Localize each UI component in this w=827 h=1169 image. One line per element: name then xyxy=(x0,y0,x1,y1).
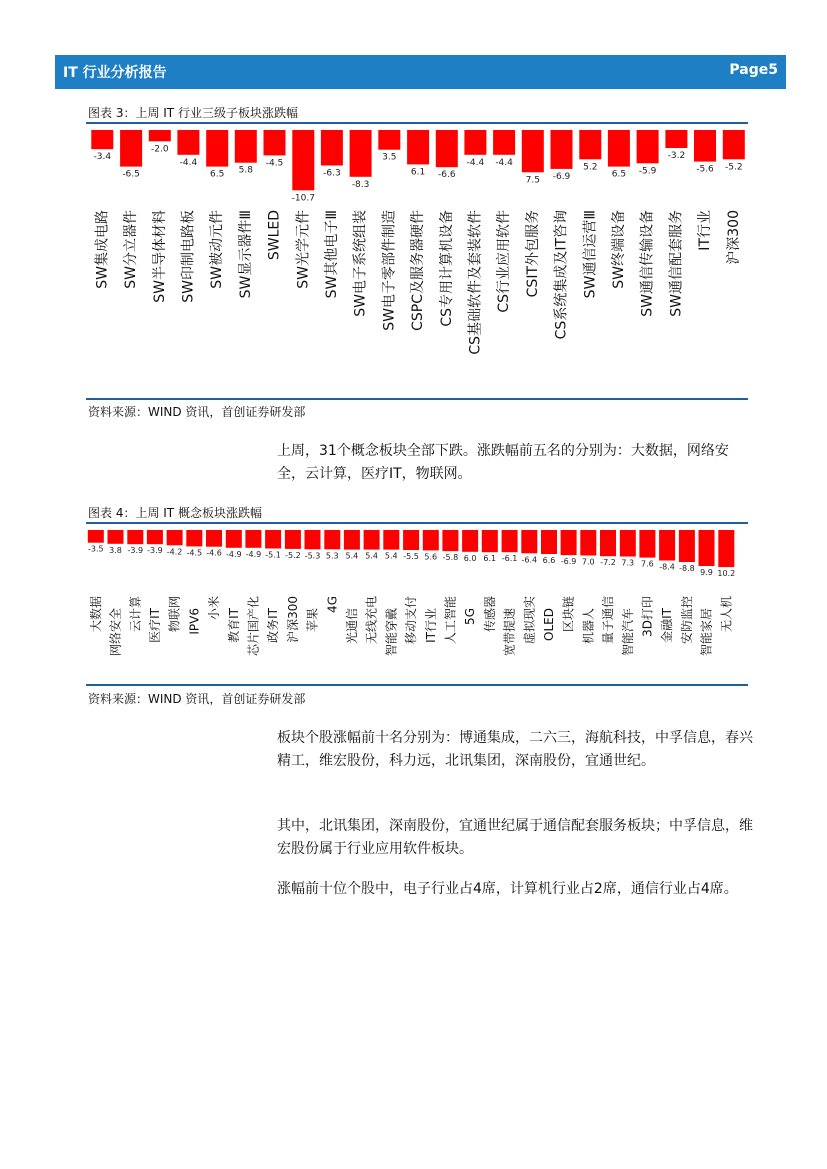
category-label-SW通信配套服务: SW通信配套服务 xyxy=(668,210,685,317)
bar-量子通信 xyxy=(600,530,616,556)
category-label-OLED: OLED xyxy=(542,608,556,641)
data-label-SW集成电路: -3.4 xyxy=(93,152,112,163)
data-label-量子通信: -7.2 xyxy=(600,558,616,568)
bar-大数据 xyxy=(88,530,104,543)
category-label-无线充电: 无线充电 xyxy=(364,596,379,645)
bar-政务IT xyxy=(265,530,281,549)
data-label-5G: 6.0 xyxy=(463,553,477,563)
bar-OLED xyxy=(541,530,557,554)
bar-机器人 xyxy=(580,530,596,556)
report-title: IT 行业分析报告 xyxy=(63,65,167,81)
data-label-智能穿戴: 5.4 xyxy=(384,551,398,561)
data-label-IT行业: 5.6 xyxy=(424,552,438,562)
bar-IT行业 xyxy=(423,530,439,550)
category-label-物联网: 物联网 xyxy=(167,596,182,633)
bar-智能家居 xyxy=(699,530,715,566)
data-label-政务IT: -5.1 xyxy=(265,550,281,560)
category-label-CS基础软件及套装软件: CS基础软件及套装软件 xyxy=(467,210,484,355)
category-label-沪深300: 沪深300 xyxy=(725,210,742,265)
data-label-IPV6: -4.5 xyxy=(186,548,203,558)
bar-金融IT xyxy=(659,530,675,561)
paragraph-sector-membership: 其中，北讯集团，深南股份，宜通世纪属于通信配套服务板块；中孚信息，维宏股份属于行业应用软件板块。 xyxy=(277,818,753,857)
category-label-大数据: 大数据 xyxy=(88,596,103,633)
bar-小米 xyxy=(206,530,222,547)
bar-沪深300 xyxy=(285,530,301,549)
figure-4-bottom-rule xyxy=(86,684,748,686)
data-label-人工智能: -5.8 xyxy=(442,553,459,563)
category-label-网络安全: 网络安全 xyxy=(108,608,123,657)
data-label-教育IT: -4.9 xyxy=(225,549,242,559)
category-label-5G: 5G xyxy=(463,608,478,625)
data-label-芯片国产化: -4.9 xyxy=(245,549,262,559)
bar-5G xyxy=(462,530,478,552)
bar-IPV6 xyxy=(186,530,202,546)
category-label-CS专用计算机设备: CS专用计算机设备 xyxy=(438,210,455,327)
category-label-IT行业: IT行业 xyxy=(423,608,438,643)
category-label-3D打印: 3D打印 xyxy=(640,596,655,637)
data-label-智能家居: 9.9 xyxy=(700,568,713,577)
category-label-医疗IT: 医疗IT xyxy=(147,608,162,643)
category-label-SW其他电子Ⅲ: SW其他电子Ⅲ xyxy=(323,210,340,299)
bar-云计算 xyxy=(127,530,143,544)
data-label-CS系统集成及IT咨询: -6.9 xyxy=(552,171,571,182)
category-label-SW显示器件Ⅲ: SW显示器件Ⅲ xyxy=(237,210,254,299)
category-label-政务IT: 政务IT xyxy=(266,608,281,643)
data-label-CSPC及服务器硬件: 6.1 xyxy=(410,167,426,178)
bar-宽带提速 xyxy=(502,530,518,552)
data-label-SW印制电路板: -4.4 xyxy=(179,157,198,168)
data-label-大数据: -3.5 xyxy=(87,544,104,554)
figure-4-title: 图表 4：上周 IT 概念板块涨跌幅 xyxy=(88,506,262,520)
data-label-SW通信配套服务: -3.2 xyxy=(667,151,686,161)
data-label-SW电子零部件制造: 3.5 xyxy=(382,152,397,163)
category-label-CS行业应用软件: CS行业应用软件 xyxy=(496,210,513,313)
data-label-物联网: -4.2 xyxy=(166,547,183,557)
category-label-芯片国产化: 芯片国产化 xyxy=(246,596,261,657)
category-label-金融IT: 金融IT xyxy=(660,608,675,643)
category-label-机器人: 机器人 xyxy=(581,608,596,645)
data-label-苹果: -5.3 xyxy=(304,551,321,561)
category-label-安防监控: 安防监控 xyxy=(679,596,694,645)
data-label-虚拟现实: -6.4 xyxy=(521,555,538,565)
category-label-智能家居: 智能家居 xyxy=(699,608,714,657)
category-label-SWLED: SWLED xyxy=(266,210,283,261)
bar-4G xyxy=(324,530,340,549)
data-label-CS基础软件及套装软件: -4.4 xyxy=(466,157,485,168)
category-label-光通信: 光通信 xyxy=(344,608,359,645)
data-label-宽带提速: -6.1 xyxy=(501,554,518,564)
category-label-沪深300: 沪深300 xyxy=(285,596,300,643)
bar-智能穿戴 xyxy=(383,530,399,550)
data-label-CS行业应用软件: -4.4 xyxy=(495,157,513,168)
data-label-小米: -4.6 xyxy=(206,548,222,558)
category-label-SW通信传输设备: SW通信传输设备 xyxy=(639,210,656,317)
category-label-无人机: 无人机 xyxy=(719,596,734,633)
category-label-SW电子系统组装: SW电子系统组装 xyxy=(352,210,369,317)
bar-3D打印 xyxy=(639,530,655,558)
data-label-SW电子系统组装: -8.3 xyxy=(351,179,370,190)
category-label-SW集成电路: SW集成电路 xyxy=(94,210,111,289)
data-label-区块链: -6.9 xyxy=(560,557,577,567)
category-label-区块链: 区块链 xyxy=(561,596,576,633)
category-label-人工智能: 人工智能 xyxy=(443,596,458,645)
data-label-云计算: -3.9 xyxy=(127,546,144,556)
data-label-SW光学元件: -10.7 xyxy=(291,193,315,204)
data-label-医疗IT: -3.9 xyxy=(147,546,163,556)
data-label-智能汽车: 7.3 xyxy=(621,558,635,568)
bar-安防监控 xyxy=(679,530,695,562)
bar-虚拟现实 xyxy=(521,530,537,553)
data-label-OLED: 6.6 xyxy=(542,556,556,565)
data-label-网络安全: 3.8 xyxy=(109,545,122,555)
data-label-SW分立器件: -6.5 xyxy=(122,169,140,180)
data-label-4G: 5.3 xyxy=(325,551,339,561)
category-label-苹果: 苹果 xyxy=(305,608,320,633)
category-label-SW通信运营Ⅲ: SW通信运营Ⅲ xyxy=(582,210,599,299)
data-label-SW被动元件: 6.5 xyxy=(210,169,225,180)
data-label-移动支付: -5.5 xyxy=(403,552,419,561)
data-label-机器人: 7.0 xyxy=(581,557,595,567)
bar-传感器 xyxy=(482,530,498,552)
category-label-SW电子零部件制造: SW电子零部件制造 xyxy=(381,210,398,331)
data-label-CS专用计算机设备: -6.6 xyxy=(438,170,456,181)
data-label-沪深300: -5.2 xyxy=(725,162,743,173)
category-label-虚拟现实: 虚拟现实 xyxy=(522,596,537,645)
category-label-CS系统集成及IT咨询: CS系统集成及IT咨询 xyxy=(553,210,570,340)
figure-4-source: 资料来源：WIND 资讯，首创证券研发部 xyxy=(88,692,306,706)
paragraph-top-stocks: 板块个股涨幅前十名分别为：博通集成，二六三，海航科技，中孚信息，春兴精工，维宏股份，科力远，北讯集团，深南股份，宜通世纪。 xyxy=(277,730,753,769)
category-label-SW光学元件: SW光学元件 xyxy=(295,210,312,289)
bar-芯片国产化 xyxy=(245,530,261,548)
data-label-SW终端设备: 6.5 xyxy=(611,169,627,180)
category-label-SW印制电路板: SW印制电路板 xyxy=(180,210,197,303)
category-label-移动支付: 移动支付 xyxy=(404,596,419,645)
data-label-SWLED: -4.5 xyxy=(265,158,284,169)
category-label-IPV6: IPV6 xyxy=(187,608,202,635)
bar-无线充电 xyxy=(364,530,380,550)
bar-教育IT xyxy=(226,530,242,548)
bar-物联网 xyxy=(167,530,183,545)
category-label-SW被动元件: SW被动元件 xyxy=(209,210,226,289)
data-label-SW通信运营Ⅲ: 5.2 xyxy=(583,162,598,173)
category-label-IT行业: IT行业 xyxy=(697,210,713,251)
category-label-CSPC及服务器硬件: CSPC及服务器硬件 xyxy=(410,210,427,331)
category-label-宽带提速: 宽带提速 xyxy=(502,608,517,657)
category-label-教育IT: 教育IT xyxy=(226,608,241,643)
bar-医疗IT xyxy=(147,530,163,544)
data-label-SW其他电子Ⅲ: -6.3 xyxy=(323,168,341,179)
figure-3-source: 资料来源：WIND 资讯，首创证券研发部 xyxy=(88,405,306,419)
figure-3-title: 图表 3：上周 IT 行业三级子板块涨跌幅 xyxy=(88,106,298,120)
data-label-IT行业: -5.6 xyxy=(696,164,714,175)
category-label-SW终端设备: SW终端设备 xyxy=(610,210,627,289)
data-label-金融IT: -8.4 xyxy=(659,562,675,572)
bar-移动支付 xyxy=(403,530,419,550)
bar-网络安全 xyxy=(108,530,124,544)
data-label-CSIT外包服务: 7.5 xyxy=(525,175,540,186)
bar-无人机 xyxy=(718,530,734,567)
data-label-无线充电: 5.4 xyxy=(365,551,378,561)
bar-智能汽车 xyxy=(620,530,636,557)
paragraph-concept-summary: 上周，31个概念板块全部下跌。涨跌幅前五名的分别为：大数据，网络安全，云计算，医疗IT，物联网。 xyxy=(277,443,729,482)
data-label-3D打印: 7.6 xyxy=(641,559,654,569)
data-label-SW显示器件Ⅲ: 5.8 xyxy=(238,165,253,176)
data-label-SW通信传输设备: -5.9 xyxy=(638,166,657,177)
page-number: Page5 xyxy=(729,62,778,78)
paragraph-sector-share: 涨幅前十位个股中，电子行业占4席，计算机行业占2席，通信行业占4席。 xyxy=(277,881,738,897)
bar-人工智能 xyxy=(442,530,458,551)
category-label-4G: 4G xyxy=(325,596,340,613)
data-label-无人机: 10.2 xyxy=(717,569,736,579)
category-label-SW分立器件: SW分立器件 xyxy=(123,210,140,289)
category-label-SW半导体材料: SW半导体材料 xyxy=(151,210,168,303)
bar-区块链 xyxy=(561,530,577,555)
bar-苹果 xyxy=(305,530,321,549)
category-label-小米: 小米 xyxy=(207,596,221,621)
category-label-传感器: 传感器 xyxy=(482,596,497,633)
bar-光通信 xyxy=(344,530,360,550)
data-label-安防监控: -8.8 xyxy=(679,564,695,573)
data-label-SW半导体材料: -2.0 xyxy=(151,144,169,155)
category-label-智能汽车: 智能汽车 xyxy=(620,608,635,657)
data-label-沪深300: -5.2 xyxy=(285,550,301,560)
category-label-CSIT外包服务: CSIT外包服务 xyxy=(524,210,541,298)
category-label-智能穿戴: 智能穿戴 xyxy=(384,608,399,657)
category-label-量子通信: 量子通信 xyxy=(601,596,615,645)
data-label-传感器: 6.1 xyxy=(483,554,497,564)
category-label-云计算: 云计算 xyxy=(128,596,143,633)
data-label-光通信: 5.4 xyxy=(345,551,359,561)
